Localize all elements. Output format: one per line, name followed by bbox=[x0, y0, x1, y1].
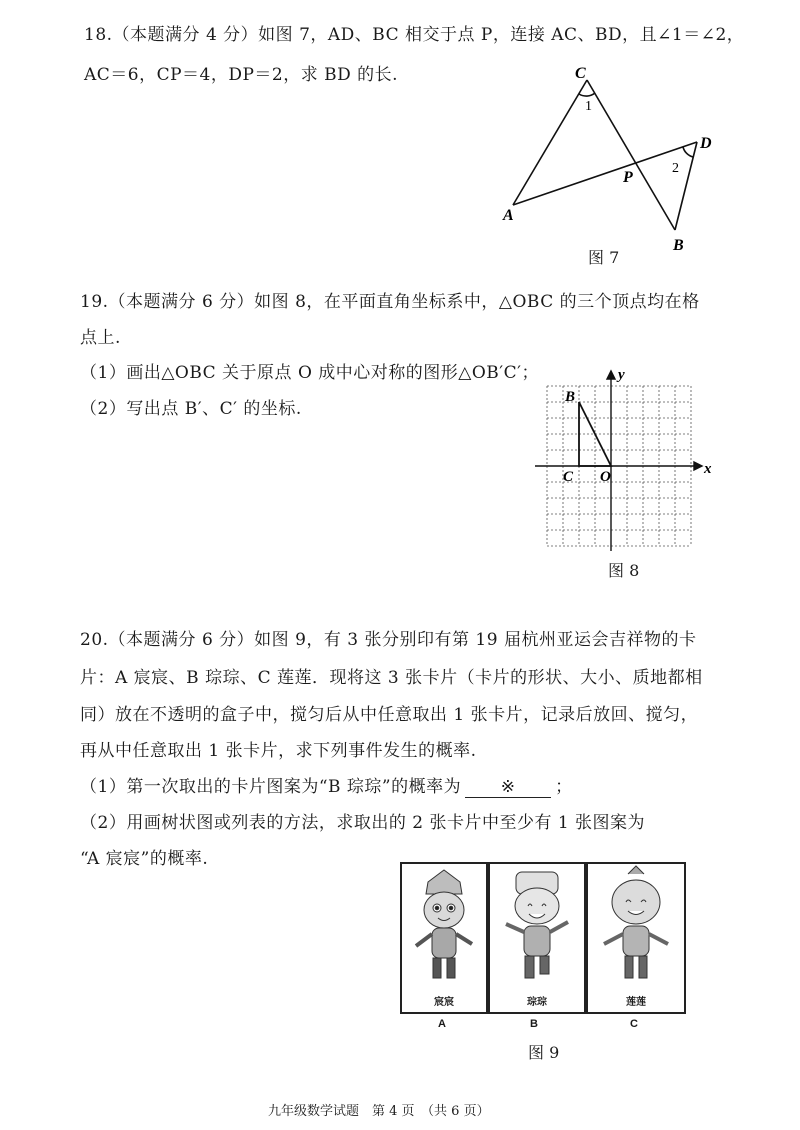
q19-sub1: （1）画出△OBC 关于原点 O 成中心对称的图形△OB′C′； bbox=[80, 363, 540, 383]
label-P: P bbox=[623, 169, 633, 186]
q19-line2: 点上. bbox=[80, 328, 121, 348]
q20-line1: 20.（本题满分 6 分）如图 9，有 3 张分别印有第 19 届杭州亚运会吉祥物的卡 bbox=[80, 630, 697, 650]
q20-line2: 片：A 宸宸、B 琮琮、C 莲莲．现将这 3 张卡片（卡片的形状、大小、质地都相 bbox=[80, 668, 703, 688]
figure-7-caption: 图 7 bbox=[588, 248, 620, 267]
q20-sub2-line2: “A 宸宸”的概率. bbox=[80, 849, 209, 869]
label-angle2: 2 bbox=[672, 161, 679, 176]
label-O-origin: O bbox=[600, 469, 611, 485]
label-x-axis: x bbox=[704, 461, 712, 477]
label-B-point: B bbox=[565, 389, 576, 405]
axes bbox=[535, 371, 702, 551]
segment-AD bbox=[513, 142, 697, 205]
segment-DB bbox=[675, 142, 697, 230]
card-a-name: 宸宸 bbox=[434, 997, 454, 1008]
angle-2-arc bbox=[683, 147, 693, 157]
page-footer: 九年级数学试题 第 4 页 （共 6 页） bbox=[268, 1104, 490, 1119]
segment-CB bbox=[587, 80, 675, 230]
card-b-name: 琮琮 bbox=[527, 997, 547, 1008]
angle-1-arc bbox=[579, 93, 595, 96]
q20-sub1-end: ； bbox=[555, 777, 573, 797]
label-C-point: C bbox=[563, 469, 574, 485]
figure-8-grid bbox=[530, 365, 720, 555]
q20-sub1 bbox=[80, 772, 573, 798]
segment-AC bbox=[513, 80, 587, 205]
figure-8-caption: 图 8 bbox=[608, 561, 640, 580]
q18-line2: AC＝6，CP＝4，DP＝2，求 BD 的长. bbox=[84, 65, 399, 85]
mascot-card-a bbox=[400, 862, 488, 1014]
q18-line1: 18.（本题满分 4 分）如图 7，AD、BC 相交于点 P，连接 AC、BD，且∠1＝∠2， bbox=[84, 25, 745, 45]
figure-9-caption: 图 9 bbox=[528, 1043, 560, 1062]
x-axis-arrow bbox=[694, 462, 702, 470]
card-a-letter: A bbox=[438, 1018, 446, 1030]
figure-7 bbox=[495, 60, 725, 260]
q19-sub2: （2）写出点 B′、C′ 的坐标. bbox=[80, 399, 302, 419]
label-C: C bbox=[575, 65, 586, 82]
label-B: B bbox=[673, 237, 684, 254]
label-D: D bbox=[700, 135, 712, 152]
card-b-letter: B bbox=[530, 1018, 538, 1030]
y-axis-arrow bbox=[607, 371, 615, 379]
label-A: A bbox=[503, 207, 514, 224]
mascot-lianlian-image bbox=[588, 864, 684, 989]
mascot-chenchen-image bbox=[402, 864, 486, 989]
q19-line1: 19.（本题满分 6 分）如图 8，在平面直角坐标系中，△OBC 的三个顶点均在格 bbox=[80, 292, 700, 312]
answer-blank: ※ bbox=[465, 777, 551, 798]
label-y-axis: y bbox=[618, 367, 625, 383]
mascot-card-c bbox=[586, 862, 686, 1014]
q20-sub2-line1: （2）用画树状图或列表的方法，求取出的 2 张卡片中至少有 1 张图案为 bbox=[80, 813, 646, 833]
label-angle1: 1 bbox=[585, 99, 592, 114]
mascot-congcong-image bbox=[490, 864, 584, 989]
q20-line3: 同）放在不透明的盒子中，搅匀后从中任意取出 1 张卡片，记录后放回、搅匀， bbox=[80, 705, 699, 725]
mascot-card-b bbox=[488, 862, 586, 1014]
card-c-letter: C bbox=[630, 1018, 638, 1030]
q20-sub1-text: （1）第一次取出的卡片图案为“B 琮琮”的概率为 bbox=[80, 777, 462, 797]
card-c-name: 莲莲 bbox=[626, 997, 646, 1008]
q20-line4: 再从中任意取出 1 张卡片，求下列事件发生的概率. bbox=[80, 741, 477, 761]
